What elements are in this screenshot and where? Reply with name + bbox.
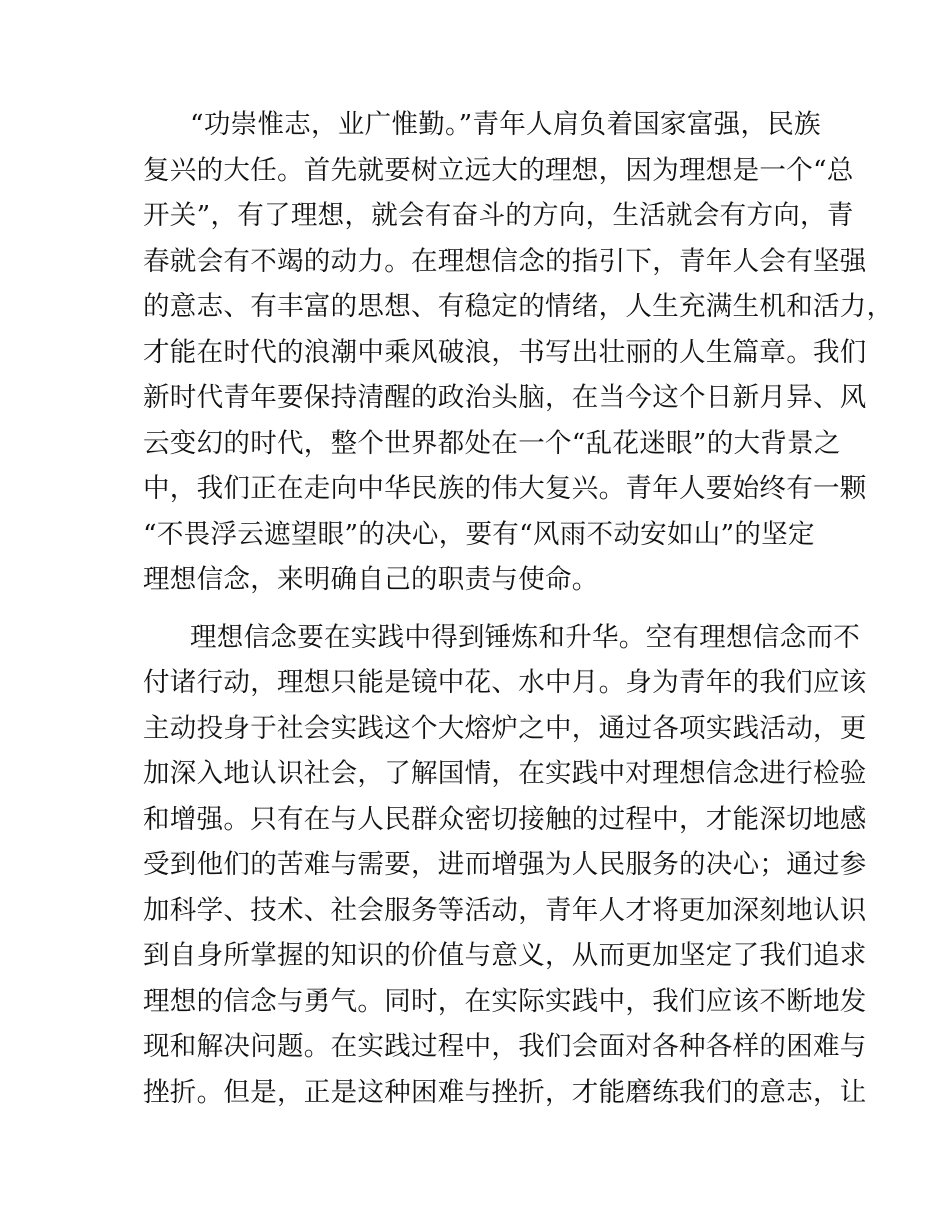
text-line: 理想信念，来明确自己的职责与使命。	[143, 564, 599, 595]
paragraph-2	[143, 615, 867, 1116]
text-line: 云变幻的时代，整个世界都处在一个“乱花迷眼”的大背景之	[143, 427, 841, 459]
text-line: “不畏浮云遮望眼”的决心，要有“风雨不动安如山”的坚定	[143, 518, 815, 550]
text-line: 到自身所掌握的知识的价值与意义，从而更加坚定了我们追求	[143, 940, 867, 971]
text-line: 主动投身于社会实践这个大熔炉之中，通过各项实践活动，更	[143, 712, 867, 744]
text-line: 付诸行动，理想只能是镜中花、水中月。身为青年的我们应该	[143, 667, 867, 698]
text-line: 新时代青年要保持清醒的政治头脑，在当今这个日新月异、风	[143, 382, 867, 413]
text-line: 受到他们的苦难与需要，进而增强为人民服务的决心；通过参	[143, 849, 867, 880]
paragraph-1	[143, 102, 894, 603]
document-body	[143, 102, 894, 1115]
text-line: 复兴的大任。首先就要树立远大的理想，因为理想是一个“总	[143, 154, 854, 186]
paragraph-spacer	[143, 603, 813, 615]
text-line: 挫折。但是，正是这种困难与挫折，才能磨练我们的意志，让	[143, 1076, 867, 1108]
text-line: 理想信念要在实践中得到锤炼和升华。空有理想信念而不	[190, 621, 860, 653]
text-line: 春就会有不竭的动力。在理想信念的指引下，青年人会有坚强	[143, 245, 867, 277]
text-line: 加科学、技术、社会服务等活动，青年人才将更加深刻地认识	[143, 894, 867, 926]
text-line: 理想的信念与勇气。同时，在实际实践中，我们应该不断地发	[143, 985, 867, 1017]
text-line: 现和解决问题。在实践过程中，我们会面对各种各样的困难与	[143, 1031, 867, 1062]
text-line: 开关”，有了理想，就会有奋斗的方向，生活就会有方向，青	[143, 200, 854, 231]
text-line: 才能在时代的浪潮中乘风破浪，书写出壮丽的人生篇章。我们	[143, 336, 867, 368]
text-line: 中，我们正在走向中华民族的伟大复兴。青年人要始终有一颗	[143, 473, 867, 504]
text-line: 加深入地认识社会，了解国情，在实践中对理想信念进行检验	[143, 758, 867, 789]
text-line: 的意志、有丰富的思想、有稳定的情绪，人生充满生机和活力，	[143, 291, 894, 322]
text-line: “功崇惟志，业广惟勤。”青年人肩负着国家富强，民族	[190, 109, 821, 140]
text-line: 和增强。只有在与人民群众密切接触的过程中，才能深切地感	[143, 803, 867, 835]
